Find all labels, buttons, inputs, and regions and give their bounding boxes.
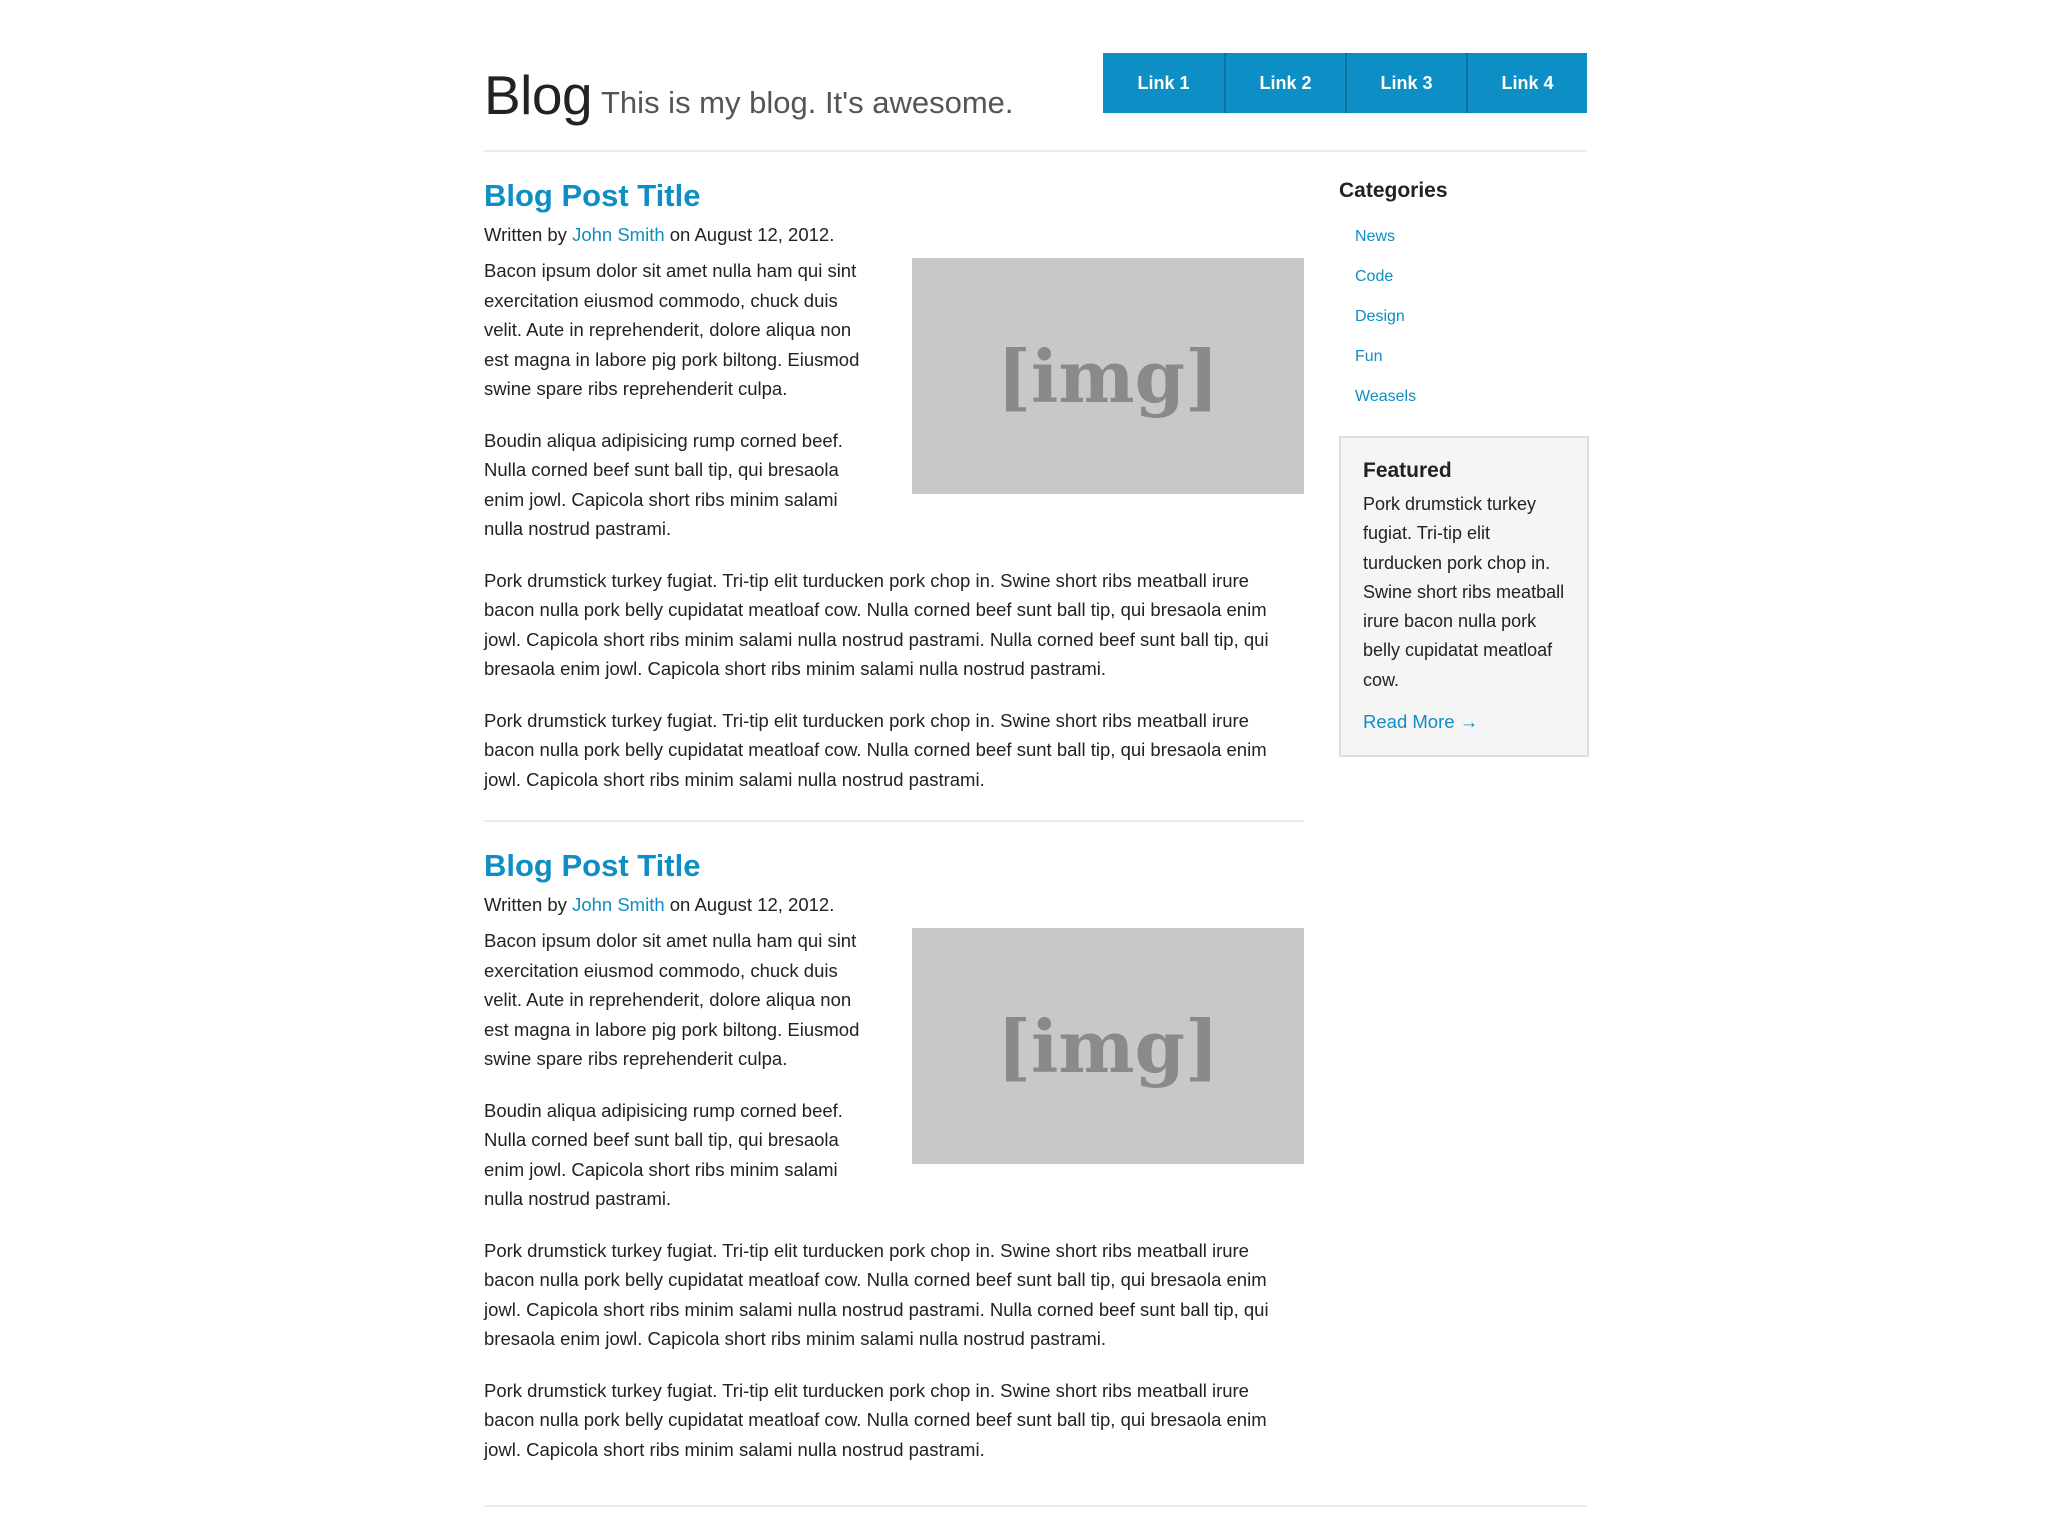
page [484,52,1587,1460]
post-image-placeholder: [img] [912,928,1304,1164]
main-nav [1103,53,1587,113]
author-link[interactable]: John Smith [572,224,665,245]
site-header [484,52,1587,150]
nav-link-4[interactable]: Link 4 [1466,53,1587,113]
byline-date: on August 12, 2012. [664,224,835,245]
post-title[interactable]: Blog Post Title [484,178,701,213]
post-paragraph: Pork drumstick turkey fugiat. Tri-tip elit turducken pork chop in. Swine short ribs meatball irure bacon nulla pork belly cupidatat meatloaf cow. Nulla corned beef sunt ball tip, qui bresaola enim jowl. Capicola short ribs minim salami nulla nostrud pastrami. Nulla corned beef sunt ball tip, qui bresaola enim jowl. Capicola short ribs minim salami nulla nostrud pastrami. [484,569,1269,679]
post-byline [484,222,1304,248]
post-byline [484,892,1304,918]
blog-post [484,846,1304,1464]
post-paragraph: Pork drumstick turkey fugiat. Tri-tip elit turducken pork chop in. Swine short ribs meatball irure bacon nulla pork belly cupidatat meatloaf cow. Nulla corned beef sunt ball tip, qui bresaola enim jowl. Capicola short ribs minim salami nulla nostrud pastrami. [484,1379,1267,1460]
site-title[interactable]: Blog [484,64,593,126]
footer-divider [484,1505,1587,1507]
category-fun[interactable]: Fun [1355,348,1383,365]
post-paragraph: Pork drumstick turkey fugiat. Tri-tip elit turducken pork chop in. Swine short ribs meatball irure bacon nulla pork belly cupidatat meatloaf cow. Nulla corned beef sunt ball tip, qui bresaola enim jowl. Capicola short ribs minim salami nulla nostrud pastrami. [484,709,1267,790]
post-body [484,926,1304,1464]
categories-heading: Categories [1339,179,1448,202]
nav-link-1[interactable]: Link 1 [1103,53,1224,113]
category-news[interactable]: News [1355,228,1396,245]
blog-post [484,176,1304,822]
byline-date: on August 12, 2012. [664,894,835,915]
site-tagline: This is my blog. It's awesome. [601,85,1014,120]
post-divider [484,820,1304,822]
main-content [484,176,1304,1464]
post-body [484,256,1304,794]
byline-prefix: Written by [484,224,573,245]
featured-text: Pork drumstick turkey fugiat. Tri-tip elit turducken pork chop in. Swine short ribs meatball irure bacon nulla pork belly cupidatat meatloaf cow. [1363,494,1565,690]
post-paragraph: Boudin aliqua adipisicing rump corned beef. Nulla corned beef sunt ball tip, qui bresaola enim jowl. Capicola short ribs minim salami nulla nostrud pastrami. [484,1099,843,1209]
author-link[interactable]: John Smith [572,894,665,915]
header-divider [484,150,1587,152]
categories-list [1339,218,1587,418]
featured-heading: Featured [1363,459,1452,482]
byline-prefix: Written by [484,894,573,915]
read-more-link[interactable]: Read More → [1363,711,1479,733]
post-paragraph: Boudin aliqua adipisicing rump corned beef. Nulla corned beef sunt ball tip, qui bresaola enim jowl. Capicola short ribs minim salami nulla nostrud pastrami. [484,429,843,539]
post-paragraph: Bacon ipsum dolor sit amet nulla ham qui sint exercitation eiusmod commodo, chuck duis velit. Aute in reprehenderit, dolore aliqua non est magna in labore pig pork biltong. Eiusmod swine spare ribs reprehenderit culpa. [484,930,860,1069]
category-weasels[interactable]: Weasels [1355,388,1417,405]
nav-link-3[interactable]: Link 3 [1345,53,1466,113]
post-title[interactable]: Blog Post Title [484,848,701,883]
post-paragraph: Pork drumstick turkey fugiat. Tri-tip elit turducken pork chop in. Swine short ribs meatball irure bacon nulla pork belly cupidatat meatloaf cow. Nulla corned beef sunt ball tip, qui bresaola enim jowl. Capicola short ribs minim salami nulla nostrud pastrami. Nulla corned beef sunt ball tip, qui bresaola enim jowl. Capicola short ribs minim salami nulla nostrud pastrami. [484,1239,1269,1349]
post-image-placeholder: [img] [912,258,1304,494]
nav-link-2[interactable]: Link 2 [1224,53,1345,113]
category-code[interactable]: Code [1355,268,1394,285]
sidebar [1339,176,1587,757]
category-design[interactable]: Design [1355,308,1405,325]
featured-box [1339,436,1589,757]
post-paragraph: Bacon ipsum dolor sit amet nulla ham qui sint exercitation eiusmod commodo, chuck duis velit. Aute in reprehenderit, dolore aliqua non est magna in labore pig pork biltong. Eiusmod swine spare ribs reprehenderit culpa. [484,260,860,399]
